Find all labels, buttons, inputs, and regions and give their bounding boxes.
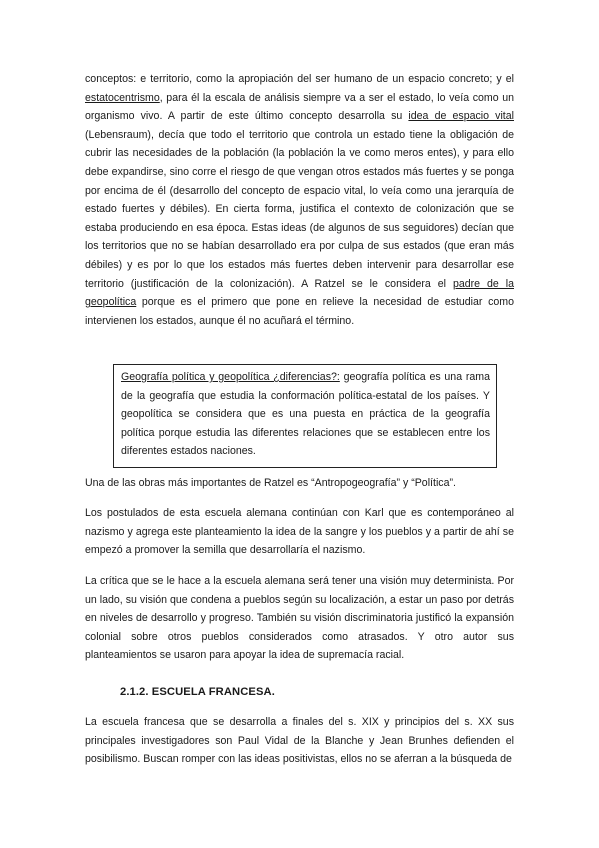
- text-segment: conceptos: e territorio, como la apropiación del ser humano de un espacio concreto; y el: [85, 73, 514, 85]
- definition-box-text: geografía política es una rama de la geografía que estudia la conformación política-estatal de los países. Y geopolítica se considera que es una puesta en práctica de la geografía política porque estudia las diferentes relaciones que se establecen entre los diferentes estados naciones.: [121, 371, 490, 458]
- paragraph-obras-text: Una de las obras más importantes de Ratzel es “Antropogeografía” y “Política”.: [85, 477, 456, 489]
- paragraph-escuela-francesa-text: La escuela francesa que se desarrolla a finales del s. XIX y principios del s. XX sus principales investigadores son Paul Vidal de la Blanche y Jean Brunhes defienden el posibilismo. Buscan romper con las ideas positivistas, ellos no se aferran a la búsqueda de: [85, 716, 514, 766]
- paragraph-postulados-text: Los postulados de esta escuela alemana continúan con Karl que es contemporáneo al nazismo y agrega este planteamiento la idea de la sangre y los pueblos y a partir de ahí se empezó a promover la semilla que desarrollaría el nazismo.: [85, 507, 514, 557]
- paragraph-postulados: [85, 504, 514, 560]
- underlined-term-espacio-vital: idea de espacio vital: [408, 110, 514, 123]
- paragraph-critica-text: La crítica que se le hace a la escuela alemana será tener una visión muy determinista. Por un lado, su visión que condena a pueblos según su localización, a estar un paso por detrás en niveles de desarrollo y progreso. También su visión discriminatoria justificó la expansión colonial sobre otros pueblos considerados como atrasados. Y otro autor sus planteamientos se usaron para apoyar la idea de supremacía racial.: [85, 575, 514, 662]
- text-segment: (Lebensraum), decía que todo el territorio que controla un estado tiene la obligación de cubrir las necesidades de la población (la población la ve como meros entes), y para ello debe expandirse, sino corre el riesgo de que vengan otros estados más fuertes y se ponga por encima de él (desarrollo del concepto de espacio vital, lo veía como una jerarquía de estado fuertes y débiles). En cierta forma, justifica el contexto de colonización que se estaba produciendo en esa época. Estas ideas (de algunos de sus seguidores) decían que los territorios que no se habían desarrollado era por culpa de sus estados (que eran más débiles) y es por lo que los estados más fuertes deben intervenir para desarrollar ese territorio (justificación de la colonización). A Ratzel se le considera el: [85, 128, 514, 290]
- underlined-term-padre-geopolitica: padre de la geopolítica: [85, 277, 514, 309]
- paragraph-escuela-francesa: [85, 713, 514, 769]
- paragraph-critica: [85, 572, 514, 665]
- text-segment: porque es el primero que pone en relieve la necesidad de estudiar como intervienen los estados, aunque él no acuñará el término.: [85, 296, 514, 327]
- section-heading: 2.1.2. ESCUELA FRANCESA.: [120, 686, 275, 698]
- paragraph-obras: [85, 474, 514, 493]
- definition-box-title: Geografía política y geopolítica ¿diferencias?:: [121, 371, 340, 383]
- definition-box: [113, 364, 497, 468]
- paragraph-ratzel-concepts: [85, 70, 514, 330]
- underlined-term-estatocentrismo: estatocentrismo: [85, 91, 160, 104]
- text-segment: , para él la escala de análisis siempre va a ser el estado, lo veía como un organismo vivo. A partir de este último concepto desarrolla su: [85, 91, 514, 123]
